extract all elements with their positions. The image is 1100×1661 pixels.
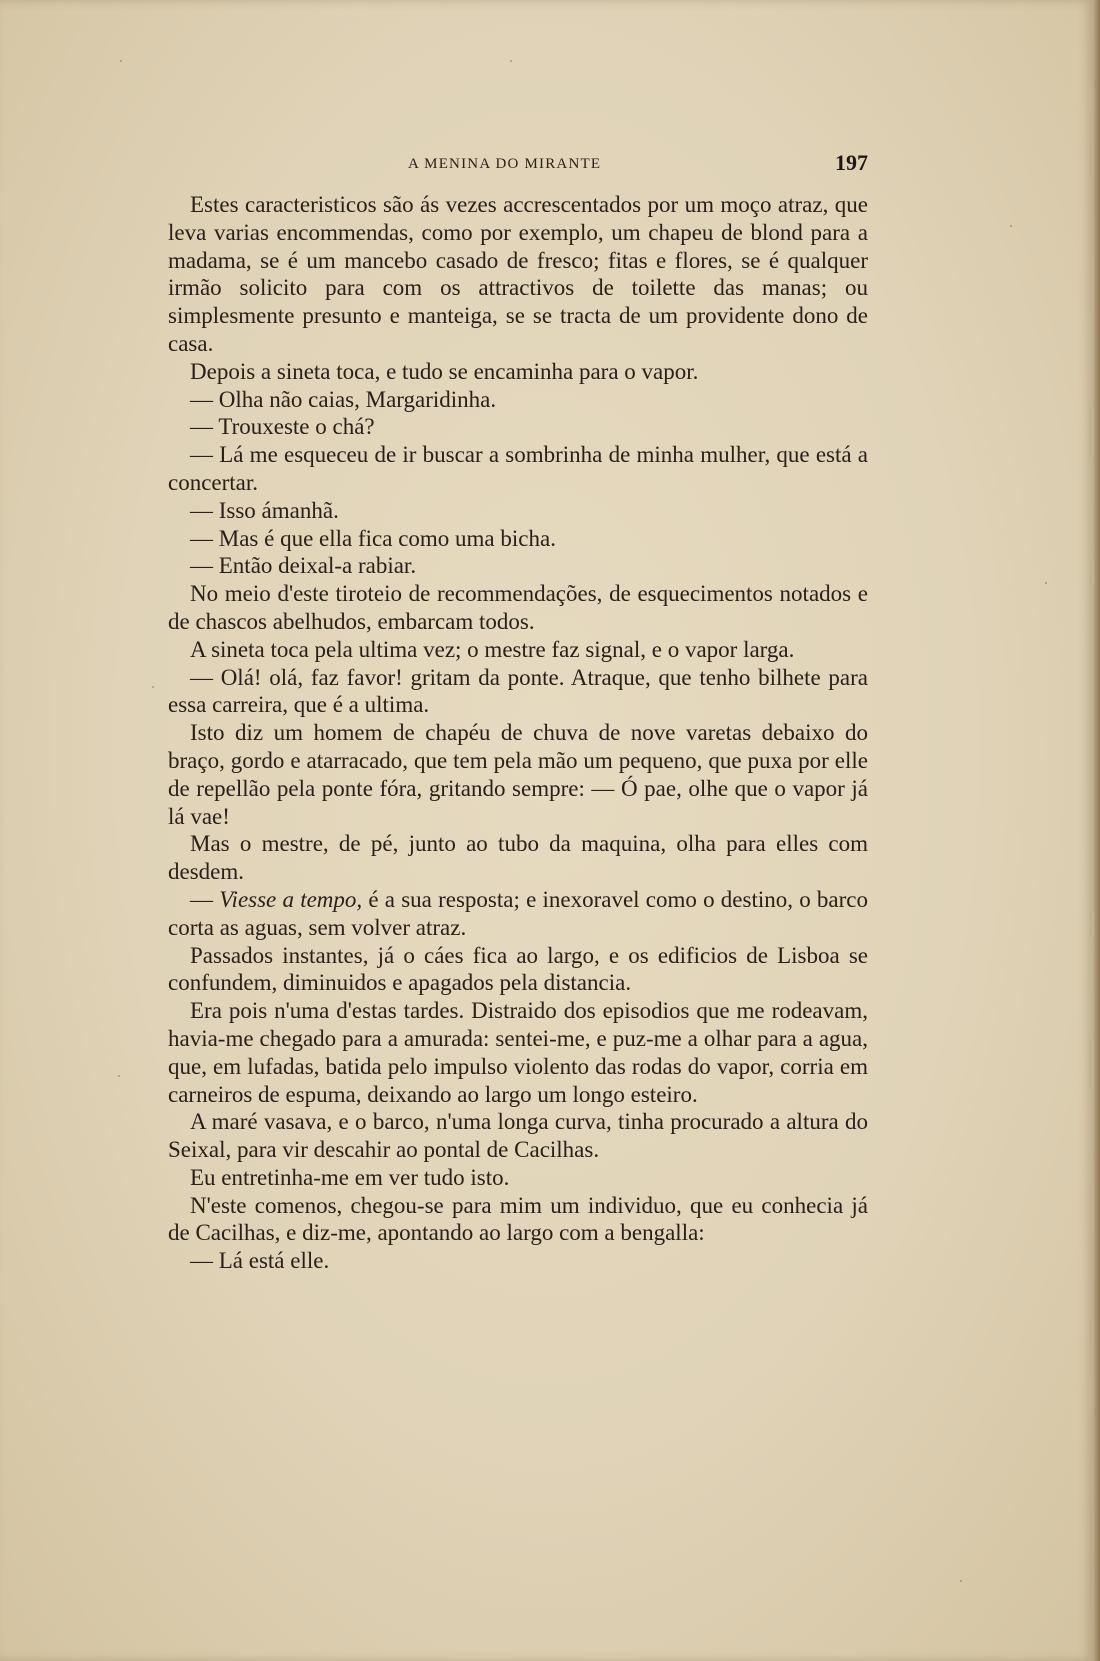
paragraph: A maré vasava, e o barco, n'uma longa curva, tinha procurado a altura do Seixal, para vir descahir ao pontal de Cacilhas.	[168, 1109, 868, 1163]
body-text	[168, 191, 868, 1275]
paragraph: No meio d'este tiroteio de recommendações, de esquecimentos notados e de chascos abelhudos, embarcam todos.	[168, 581, 868, 634]
paper-speck	[1045, 582, 1047, 584]
running-title: A MENINA DO MIRANTE	[408, 156, 602, 172]
dialogue-line: — Trouxeste o chá?	[190, 414, 375, 440]
paragraph: Mas o mestre, de pé, junto ao tubo da maquina, olha para elles com desdem.	[168, 831, 868, 885]
dialogue-line: — Então deixal-a rabiar.	[190, 553, 417, 579]
dash: —	[190, 886, 220, 912]
paragraph: Passados instantes, já o cáes fica ao largo, e os edificios de Lisboa se confundem, diminuidos e apagados pela distancia.	[168, 942, 868, 996]
dialogue-line: — Olha não caias, Margaridinha.	[190, 386, 497, 412]
dialogue-line: — Olá! olá, faz favor! gritam da ponte. Atraque, que tenho bilhete para essa carreira, que é a ultima.	[168, 664, 868, 718]
dialogue-line: — Isso ámanhã.	[190, 497, 339, 523]
paragraph: Eu entretinha-me em ver tudo isto.	[190, 1164, 510, 1190]
paper-speck	[1010, 225, 1012, 227]
paper-speck	[152, 686, 154, 688]
paper-speck	[510, 60, 512, 62]
page-header	[168, 150, 868, 180]
paper-speck	[118, 1075, 120, 1077]
dialogue-line: — Lá me esqueceu de ir buscar a sombrinha de minha mulher, que está a concertar.	[168, 442, 868, 495]
italic-reply: Viesse a tempo,	[219, 886, 363, 912]
paper-speck	[120, 60, 122, 62]
paragraph: Depois a sineta toca, e tudo se encaminha para o vapor.	[190, 358, 699, 384]
dialogue-line	[168, 886, 868, 942]
dialogue-line: — Lá está elle.	[190, 1248, 330, 1274]
paragraph: Isto diz um homem de chapéu de chuva de nove varetas debaixo do braço, gordo e atarracado, que tem pela mão um pequeno, que puxa por elle de repellão pela ponte fóra, gritando sempre: — Ó pae, olhe que o vapor já lá vae!	[168, 720, 868, 829]
paper-speck	[960, 1580, 962, 1582]
paragraph: A sineta toca pela ultima vez; o mestre faz signal, e o vapor larga.	[190, 636, 795, 662]
paragraph: Estes caracteristicos são ás vezes accrescentados por um moço atraz, que leva varias encommendas, como por exemplo, um chapeu de blond para a madama, se é um mancebo casado de fresco; fitas e flores, se é qualquer irmão solicito para com os attractivos de toilette das manas; ou simplesmente presunto e manteiga, se se tracta de um providente dono de casa.	[168, 192, 868, 356]
paragraph: N'este comenos, chegou-se para mim um individuo, que eu conhecia já de Cacilhas, e diz-me, apontando ao largo com a bengalla:	[168, 1192, 868, 1246]
dialogue-line: — Mas é que ella fica como uma bicha.	[190, 525, 556, 551]
page-edge	[1094, 0, 1100, 1661]
page-number: 197	[835, 150, 868, 175]
dialogue-rest: é a sua resposta; e inexoravel como o destino, o barco corta as aguas, sem volver atraz.	[168, 886, 869, 940]
paragraph: Era pois n'uma d'estas tardes. Distraido dos episodios que me rodeavam, havia-me chegado para a amurada: sentei-me, e puz-me a olhar para a agua, que, em lufadas, batida pelo impulso violento das rodas do vapor, corria em carneiros de espuma, deixando ao largo um longo esteiro.	[168, 998, 868, 1107]
